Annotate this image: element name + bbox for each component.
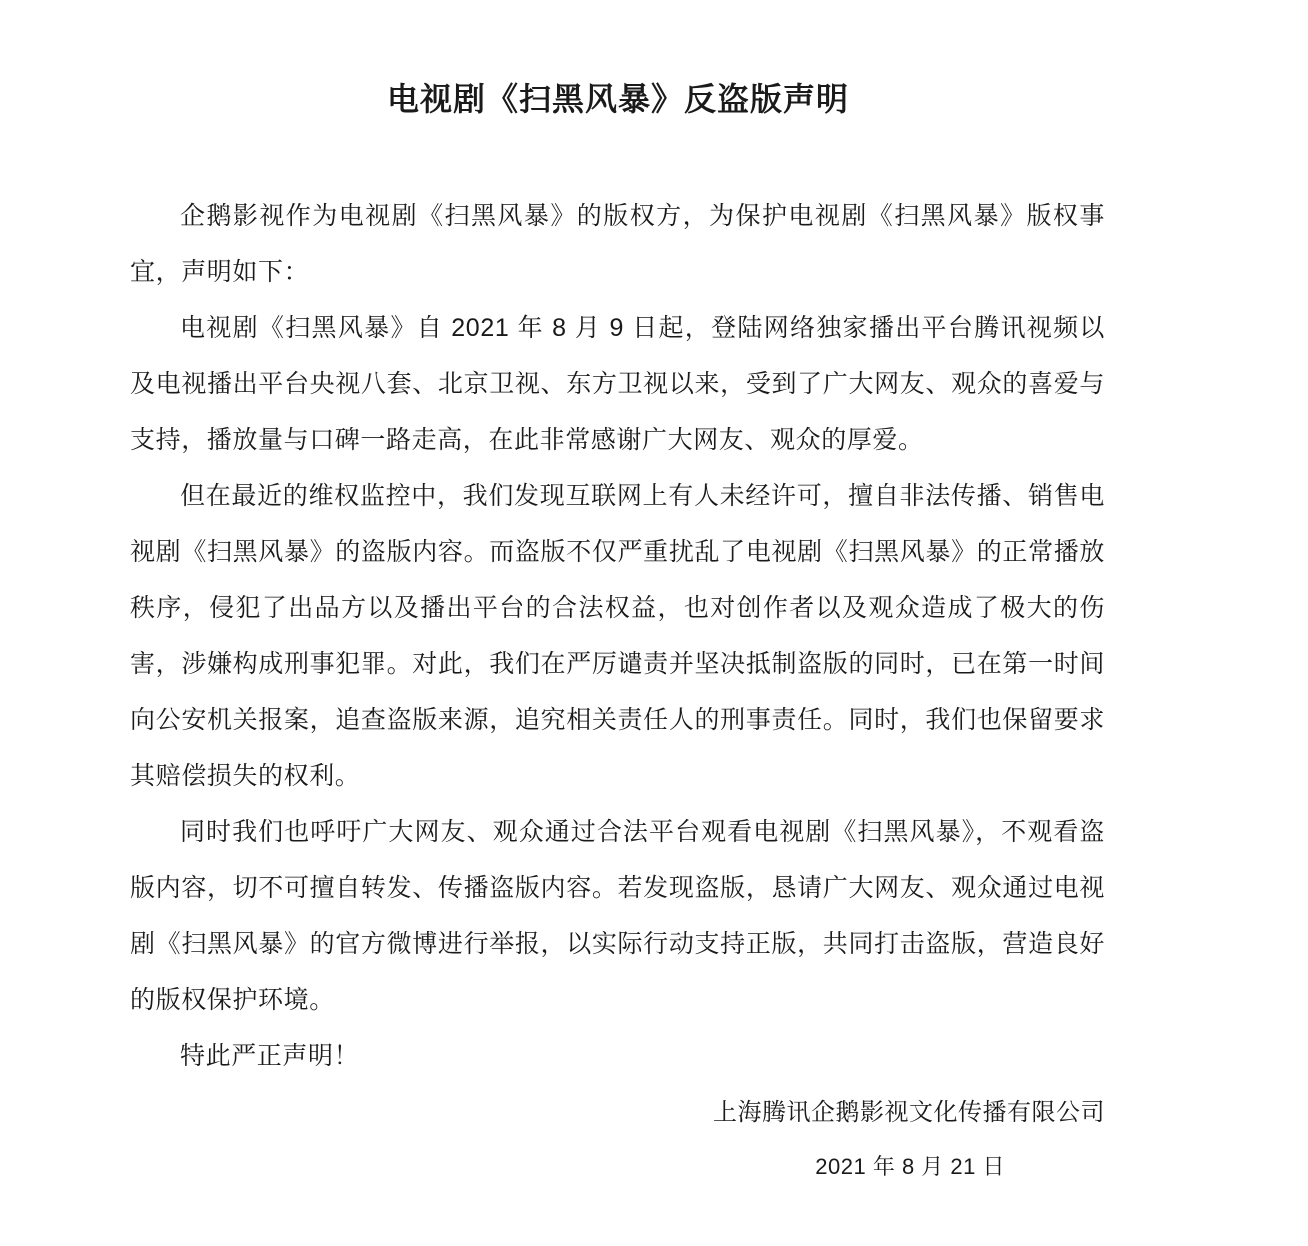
document-body <box>130 188 1105 1084</box>
signature-date: 2021 年 8 月 21 日 <box>815 1154 1005 1179</box>
signature-company: 上海腾讯企鹅影视文化传播有限公司 <box>713 1099 1105 1126</box>
document-title: 电视剧《扫黑风暴》反盗版声明 <box>386 81 849 117</box>
paragraph-piracy: 但在最近的维权监控中，我们发现互联网上有人未经许可，擅自非法传播、销售电视剧《扫黑风暴》的盗版内容。而盗版不仅严重扰乱了电视剧《扫黑风暴》的正常播放秩序，侵犯了出品方以及播出平台的合法权益，也对创作者以及观众造成了极大的伤害，涉嫌构成刑事犯罪。对此，我们在严厉谴责并坚决抵制盗版的同时，已在第一时间向公安机关报案，追查盗版来源，追究相关责任人的刑事责任。同时，我们也保留要求其赔偿损失的权利。 <box>130 482 1105 790</box>
paragraph-appeal: 同时我们也呼吁广大网友、观众通过合法平台观看电视剧《扫黑风暴》，不观看盗版内容，切不可擅自转发、传播盗版内容。若发现盗版，恳请广大网友、观众通过电视剧《扫黑风暴》的官方微博进行举报，以实际行动支持正版，共同打击盗版，营造良好的版权保护环境。 <box>130 818 1105 1014</box>
paragraph-closing: 特此严正声明！ <box>180 1042 360 1070</box>
paragraph-broadcast: 电视剧《扫黑风暴》自 2021 年 8 月 9 日起，登陆网络独家播出平台腾讯视频以及电视播出平台央视八套、北京卫视、东方卫视以来，受到了广大网友、观众的喜爱与支持，播放量与口碑一路走高，在此非常感谢广大网友、观众的厚爱。 <box>130 314 1105 454</box>
paragraph-intro: 企鹅影视作为电视剧《扫黑风暴》的版权方，为保护电视剧《扫黑风暴》版权事宜，声明如下： <box>130 202 1105 286</box>
